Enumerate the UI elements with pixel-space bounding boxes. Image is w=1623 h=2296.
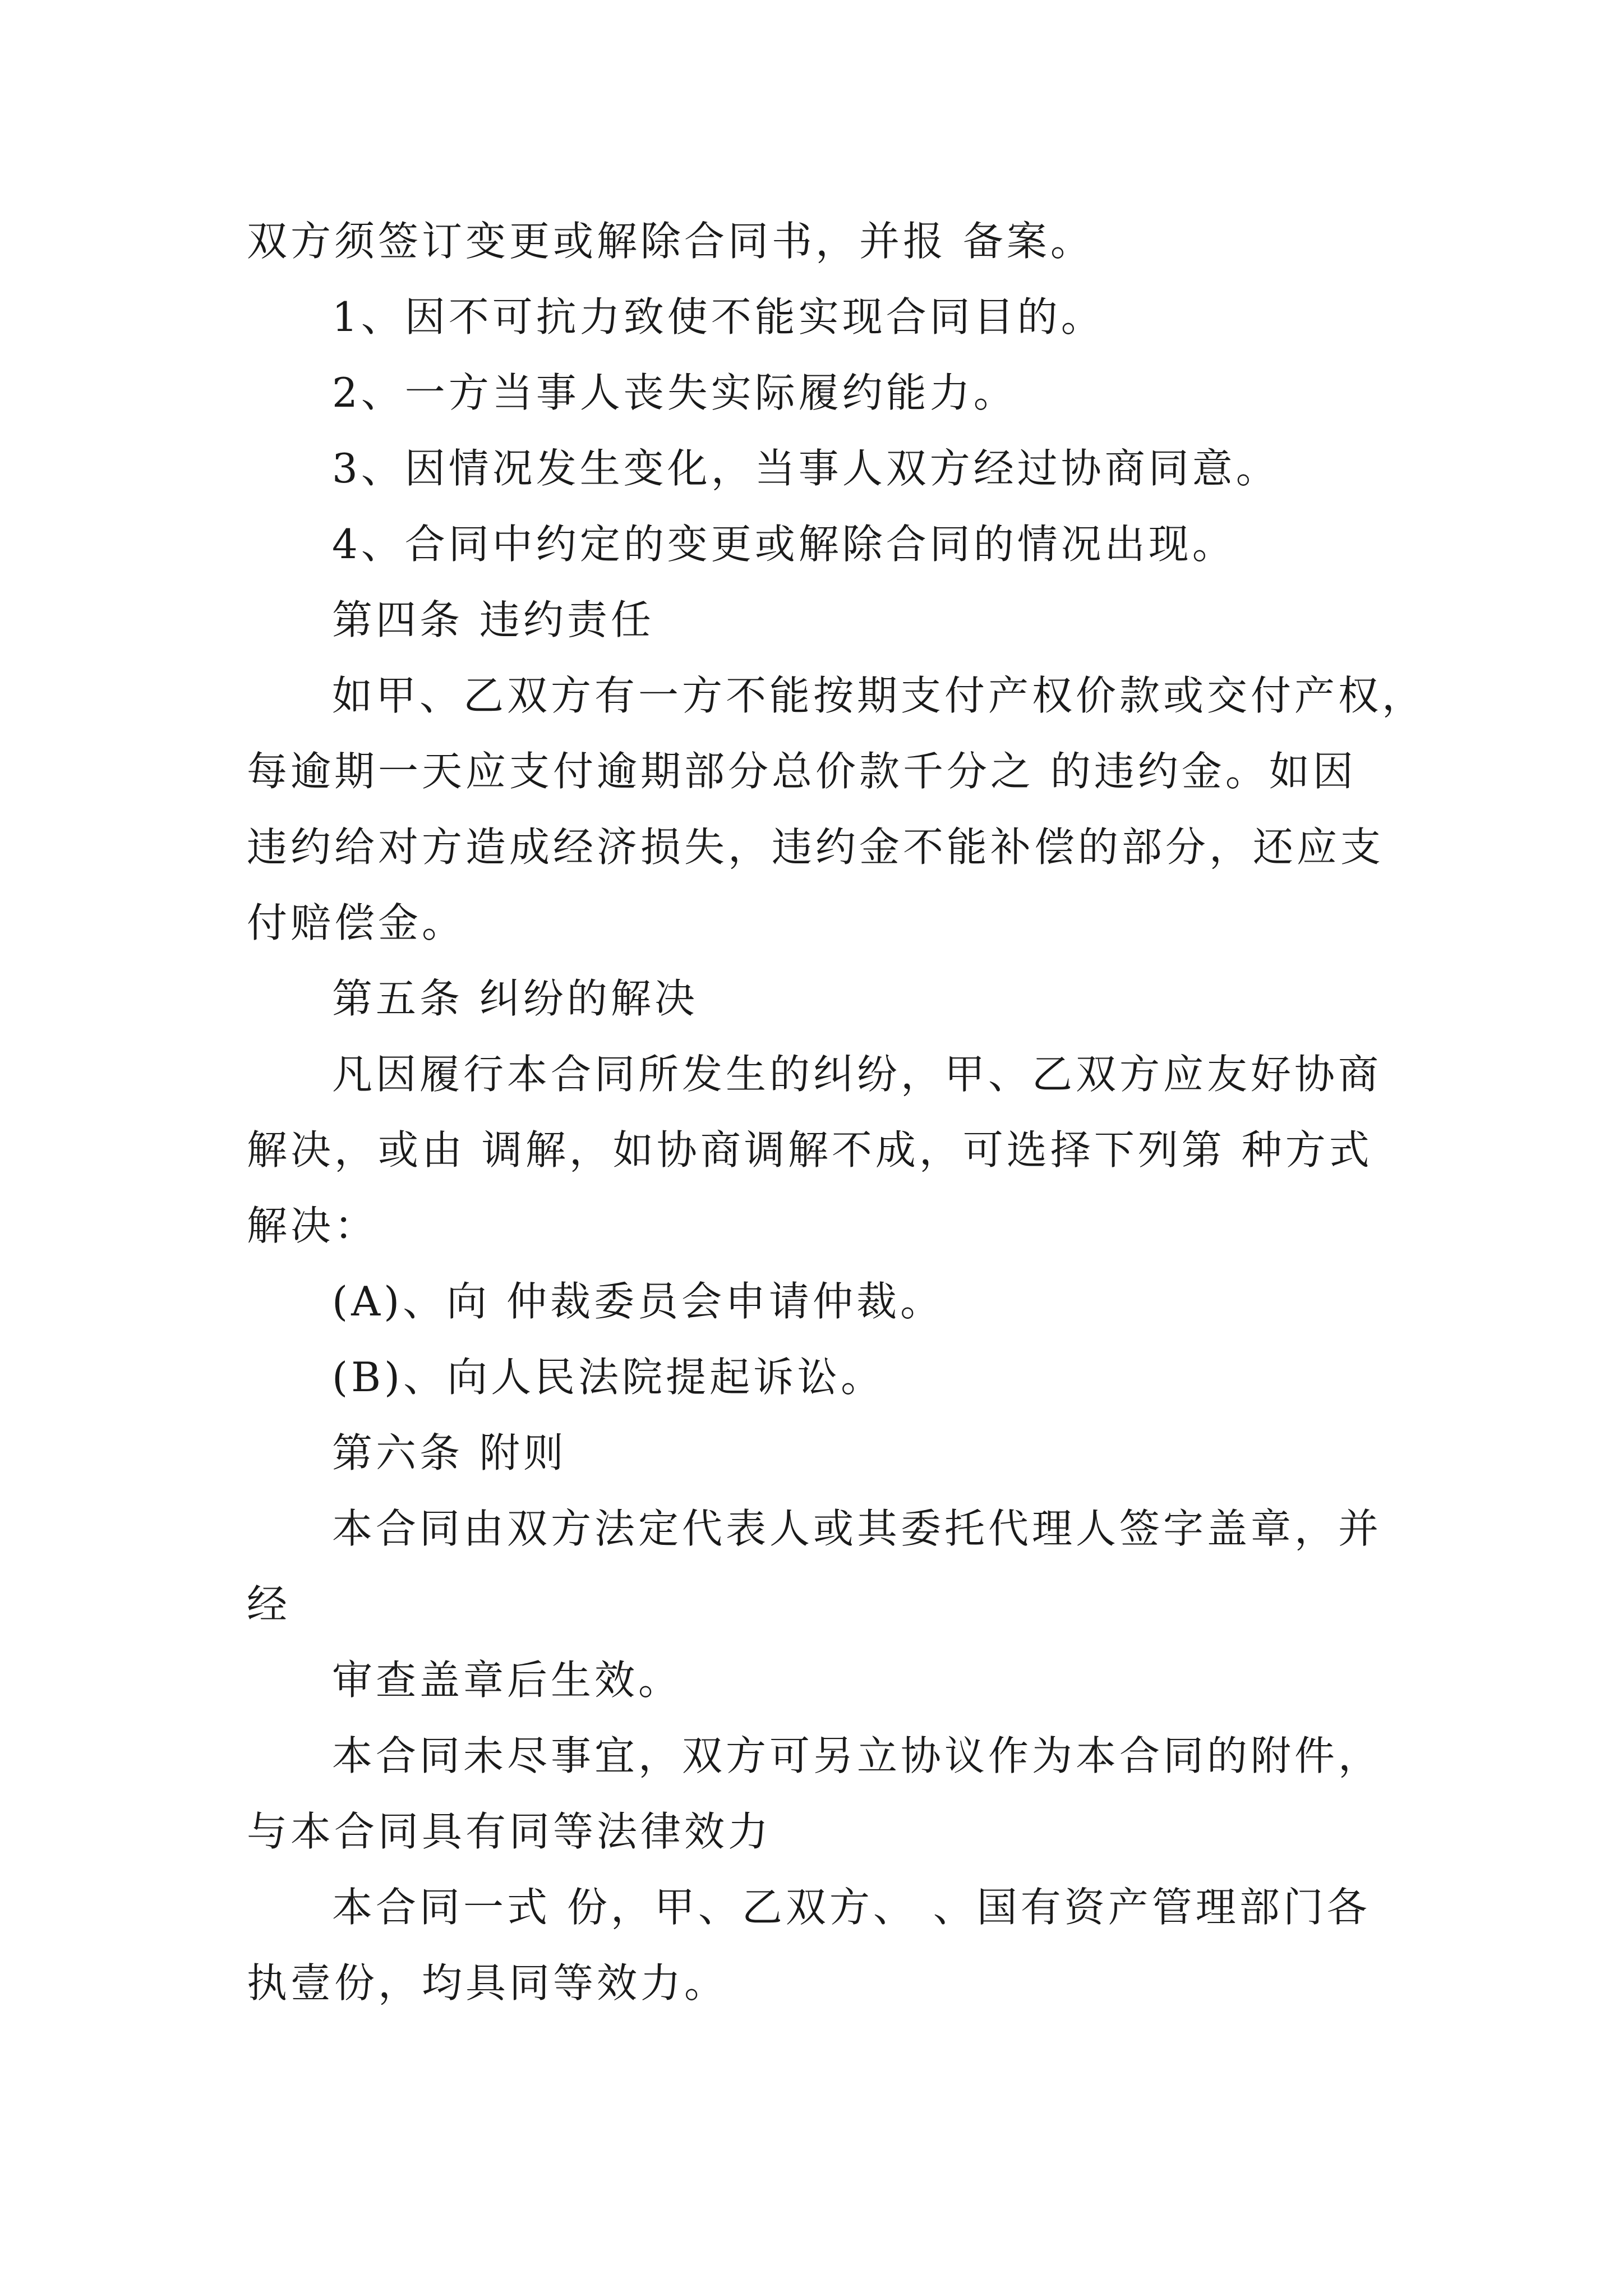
paragraph-line: 违约给对方造成经济损失，违约金不能补偿的部分，还应支 (247, 823, 1385, 871)
paragraph-line: 执壹份，均具同等效力。 (247, 1959, 728, 2007)
paragraph-line: 本合同未尽事宜，双方可另立协议作为本合同的附件， (332, 1732, 1382, 1779)
list-item: 3、因情况发生变化，当事人双方经过协商同意。 (332, 445, 1280, 492)
paragraph-line: 每逾期一天应支付逾期部分总价款千分之 的违约金。如因 (247, 748, 1357, 795)
section-heading-article-4: 第四条 违约责任 (332, 596, 654, 643)
list-item: 2、一方当事人丧失实际履约能力。 (332, 369, 1017, 416)
paragraph-line: 解决，或由 调解，如协商调解不成，可选择下列第 种方式 (247, 1126, 1373, 1174)
paragraph-line: 本合同一式 份，甲、乙双方、 、国有资产管理部门各 (332, 1884, 1371, 1931)
paragraph-line: 审查盖章后生效。 (332, 1657, 683, 1704)
section-heading-article-5: 第五条 纠纷的解决 (332, 975, 698, 1022)
section-heading-article-6: 第六条 附则 (332, 1429, 567, 1476)
list-item: (A)、向 仲裁委员会申请仲裁。 (332, 1278, 944, 1325)
paragraph-line: 解决： (247, 1202, 379, 1249)
paragraph-line: 付赔偿金。 (247, 899, 466, 946)
clause-text-line: 双方须签订变更或解除合同书，并报 备案。 (247, 218, 1094, 265)
paragraph-line: 经 (247, 1581, 291, 1628)
paragraph-line: 凡因履行本合同所发生的纠纷，甲、乙双方应友好协商 (332, 1051, 1382, 1098)
paragraph-line: 本合同由双方法定代表人或其委托代理人签字盖章，并 (332, 1505, 1382, 1552)
paragraph-line: 与本合同具有同等法律效力 (247, 1808, 772, 1855)
list-item: (B)、向人民法院提起诉讼。 (332, 1354, 885, 1401)
paragraph-line: 如甲、乙双方有一方不能按期支付产权价款或交付产权， (332, 672, 1426, 719)
list-item: 4、合同中约定的变更或解除合同的情况出现。 (332, 521, 1236, 568)
list-item: 1、因不可抗力致使不能实现合同目的。 (332, 293, 1105, 341)
